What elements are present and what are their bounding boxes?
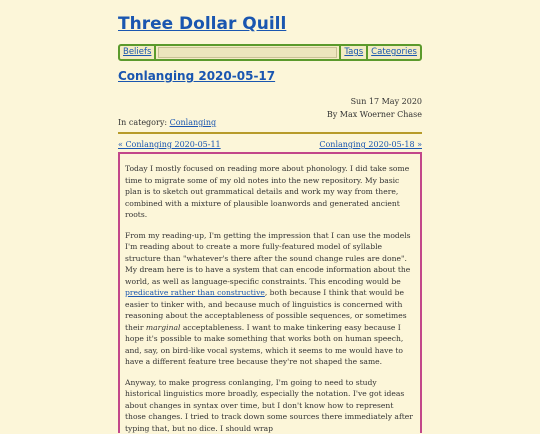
post-body: [118, 152, 422, 433]
nav-empty-slot: [158, 47, 337, 58]
post-date: Sun 17 May 2020: [118, 95, 422, 108]
predicative-link[interactable]: predicative rather than constructive: [125, 288, 265, 297]
emphasis-marginal: marginal: [146, 323, 181, 332]
paragraph-3: Anyway, to make progress conlanging, I'm going to need to study historical linguistics more broadly, especially the notation. I've got ideas about changes in syntax over time, but I don't know how to represent those changes. I tried to track down some sources there immediately after typing that, but no dice. I should wrap: [125, 377, 415, 434]
nav-categories-link[interactable]: Categories: [368, 46, 420, 59]
post-title-link[interactable]: Conlanging 2020-05-17: [118, 69, 275, 83]
header-divider: [118, 132, 422, 134]
next-post-link[interactable]: Conlanging 2020-05-18 »: [319, 140, 422, 149]
paragraph-2: [125, 230, 415, 368]
paragraph-1: Today I mostly focused on reading more about phonology. I did take some time to migrate some of my old notes into the new repository. My basic plan is to sketch out grammatical details and work my way from there, combined with a mixture of plausible loanwords and generated ancient roots.: [125, 163, 415, 221]
post-pagination: [118, 140, 422, 149]
paragraph-2-text-c: acceptableness. I want to make tinkering easy because I hope it's possible to make something that works both on human speech, and, say, on bird-like vocal systems, which it seems to me would have to have a different feature tree because they're not shaped the same.: [125, 323, 403, 367]
paragraph-2-text-a: From my reading-up, I'm getting the impression that I can use the models I'm reading about to create a more fully-featured model of syllable structure than "whatever's there after the sound change rules are done". My dream here is to have a system that can encode information about the world, as well as language-specific constraints. This encoding would be: [125, 231, 411, 286]
site-title-link[interactable]: Three Dollar Quill: [118, 14, 286, 34]
post-category: [118, 118, 216, 127]
nav-divider: [154, 46, 156, 59]
category-prefix: In category:: [118, 118, 170, 127]
top-nav: [118, 44, 422, 61]
nav-beliefs-link[interactable]: Beliefs: [120, 46, 154, 59]
prev-post-link[interactable]: « Conlanging 2020-05-11: [118, 140, 221, 149]
paragraph-2-text-b: , both because I think that would be easier to tinker with, and because much of linguistics is concerned with reasoning about the acceptableness of possible sequences, or sometimes their: [125, 288, 407, 332]
category-link[interactable]: Conlanging: [170, 118, 217, 127]
nav-tags-link[interactable]: Tags: [341, 46, 366, 59]
post-author: By Max Woerner Chase: [118, 108, 422, 121]
